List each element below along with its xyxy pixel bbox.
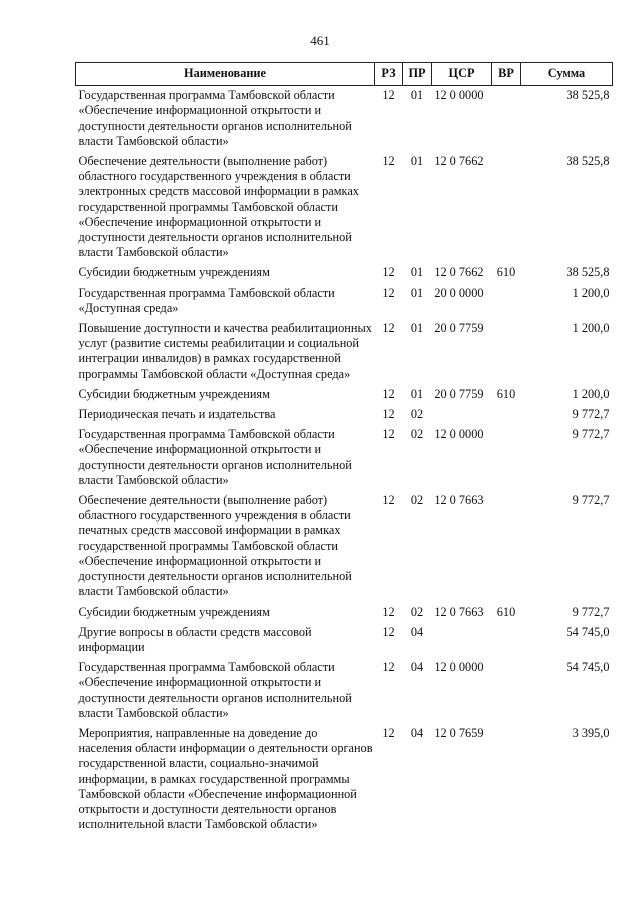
row-rz: 12 [382,624,395,639]
row-sum: 1 200,0 [572,386,610,401]
row-name: Субсидии бюджетным учреждениям [78,386,270,401]
row-csr [432,623,492,658]
row-rz: 12 [382,493,395,508]
row-sum: 38 525,8 [566,154,610,169]
row-csr: 12 0 7663 [434,604,484,619]
row-sum: 38 525,8 [566,265,610,280]
table-row [76,284,613,319]
row-name: Государственная программа Тамбовской области «Обеспечение информационной открытости и доступности деятельности органов исполнительной власти Тамбовской области» [78,427,352,487]
row-rz: 12 [382,660,395,675]
table-row [76,263,613,283]
row-sum: 9 772,7 [572,427,610,442]
row-csr: 12 0 7659 [434,725,484,740]
row-vr [492,623,521,658]
row-name: Обеспечение деятельности (выполнение работ) областного государственного учреждения в области печатных средств массовой информации в рамках государственной программы Тамбовской области «Обеспечение информационной открытости и доступности деятельности органов исполнительной власти Тамбовской области» [78,493,352,599]
row-name: Другие вопросы в области средств массовой информации [78,624,312,654]
row-name: Обеспечение деятельности (выполнение работ) областного государственного учреждения в области электронных средств массовой информации в рамках государственной программы Тамбовской области «Обеспечение информационной открытости и доступности деятельности органов исполнительной власти Тамбовской области» [78,154,359,260]
row-sum: 9 772,7 [572,604,610,619]
row-vr: 610 [496,386,516,401]
row-vr [492,405,521,425]
row-name: Периодическая печать и издательства [78,407,276,422]
row-sum: 1 200,0 [572,285,610,300]
table-row [76,658,613,724]
row-rz: 12 [382,88,395,103]
row-pr: 04 [410,660,424,675]
row-name: Субсидии бюджетным учреждениям [78,265,270,280]
row-name: Субсидии бюджетным учреждениям [78,604,270,619]
row-rz: 12 [382,265,395,280]
row-rz: 12 [382,321,395,336]
row-vr [492,724,521,835]
row-vr [492,284,521,319]
row-pr: 02 [410,427,424,442]
row-name: Государственная программа Тамбовской области «Обеспечение информационной открытости и доступности деятельности органов исполнительной власти Тамбовской области» [78,88,352,148]
table-row [76,385,613,405]
row-name: Государственная программа Тамбовской области «Доступная среда» [78,285,335,315]
row-pr: 01 [410,154,424,169]
row-pr: 02 [410,604,424,619]
row-rz: 12 [382,725,395,740]
row-csr: 12 0 7663 [434,493,484,508]
row-vr: 610 [496,604,516,619]
table-row [76,152,613,263]
row-vr [492,152,521,263]
row-sum: 1 200,0 [572,321,610,336]
row-csr: 20 0 7759 [434,321,484,336]
row-name: Государственная программа Тамбовской области «Обеспечение информационной открытости и доступности деятельности органов исполнительной власти Тамбовской области» [78,660,352,720]
row-vr [492,425,521,491]
row-csr: 12 0 0000 [434,427,484,442]
row-rz: 12 [382,285,395,300]
row-vr [492,658,521,724]
table-row [76,724,613,835]
row-sum: 9 772,7 [572,493,610,508]
header-csr: ЦСР [432,63,492,86]
table-row [76,425,613,491]
table-row [76,603,613,623]
row-csr: 20 0 7759 [434,386,484,401]
row-vr [492,319,521,385]
header-name: Наименование [76,63,375,86]
row-csr [432,405,492,425]
row-pr: 01 [410,321,424,336]
row-sum: 38 525,8 [566,88,610,103]
row-csr: 20 0 0000 [434,285,484,300]
budget-table [75,62,613,835]
row-pr: 02 [410,493,424,508]
row-csr: 12 0 7662 [434,154,484,169]
header-sum: Сумма [521,63,613,86]
table-row [76,405,613,425]
row-vr [492,86,521,152]
row-sum: 3 395,0 [572,725,610,740]
header-vr: ВР [492,63,521,86]
table-row [76,623,613,658]
table-row [76,319,613,385]
row-sum: 9 772,7 [572,407,610,422]
row-name: Повышение доступности и качества реабилитационных услуг (развитие системы реабилитации и социальной интеграции инвалидов) в рамках государственной программы Тамбовской области «Доступная среда» [78,321,372,381]
page-number: 461 [310,33,330,48]
row-csr: 12 0 0000 [434,660,484,675]
row-pr: 01 [410,88,424,103]
row-rz: 12 [382,154,395,169]
row-pr: 01 [410,386,424,401]
row-pr: 02 [410,407,424,422]
header-rz: РЗ [375,63,403,86]
row-pr: 04 [410,624,424,639]
table-row [76,491,613,602]
table-row [76,86,613,152]
row-rz: 12 [382,386,395,401]
row-sum: 54 745,0 [566,624,610,639]
row-name: Мероприятия, направленные на доведение до населения области информации о деятельности органов государственной власти, социально-значимой информации, в рамках государственной программы Тамбовской области «Обеспечение информационной открытости и доступности деятельности органов исполнительной власти Тамбовской области» [78,725,373,832]
row-vr [492,491,521,602]
row-rz: 12 [382,407,395,422]
row-csr: 12 0 0000 [434,88,484,103]
row-pr: 04 [410,725,424,740]
table-header [76,63,613,86]
row-sum: 54 745,0 [566,660,610,675]
header-pr: ПР [403,63,432,86]
row-vr: 610 [496,265,516,280]
table-body [76,86,613,836]
row-pr: 01 [410,265,424,280]
header-row [76,63,613,86]
row-pr: 01 [410,285,424,300]
row-csr: 12 0 7662 [434,265,484,280]
row-rz: 12 [382,604,395,619]
row-rz: 12 [382,427,395,442]
